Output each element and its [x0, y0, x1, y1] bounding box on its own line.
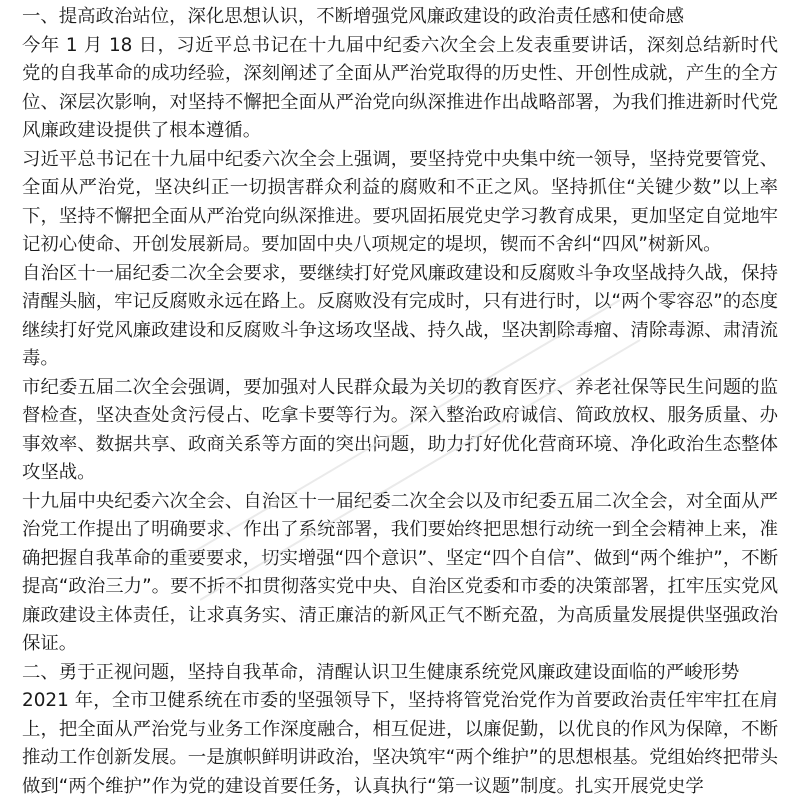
paragraph-5: 十九届中央纪委六次全会、自治区十一届纪委二次全会以及市纪委五届二次全会，对全面从严治党工作提出了明确要求、作出了系统部署，我们要始终把思想行动统一到全会精神上来，准确把握自我革命的重要要求，切实增强“四个意识”、坚定“四个自信”、做到“两个维护”，不断提高“政治三力”。要不折不扣贯彻落实党中央、自治区党委和市委的决策部署，扛牢压实党风廉政建设主体责任，让求真务实、清正廉洁的新风正气不断充盈，为高质量发展提供坚强政治保证。 [22, 490, 779, 654]
paragraph-2: 习近平总书记在十九届中纪委六次全会上强调，要坚持党中央集中统一领导，坚持党要管党、全面从严治党，坚决纠正一切损害群众利益的腐败和不正之风。坚持抓住“关键少数”以上率下，坚持不懈把全面从严治党向纵深推进。要巩固拓展党史学习教育成果，更加坚定自觉地牢记初心使命、开创发展新局。要加固中央八项规定的堤坝，锲而不舍纠“四风”树新风。 [22, 148, 778, 255]
paragraph-3: 自治区十一届纪委二次全会要求，要继续打好党风廉政建设和反腐败斗争攻坚战持久战，保持清醒头脑，牢记反腐败永远在路上。反腐败没有完成时，只有进行时，以“两个零容忍”的态度继续打好党风廉政建设和反腐败斗争这场攻坚战、持久战，坚决割除毒瘤、清除毒源、肃清流毒。 [22, 262, 778, 369]
section-2-heading: 二、勇于正视问题，坚持自我革命，清醒认识卫生健康系统党风廉政建设面临的严峻形势 [22, 661, 740, 683]
section-1-heading: 一、提高政治站位，深化思想认识，不断增强党风廉政建设的政治责任感和使命感 [22, 6, 685, 27]
paragraph-6: 2021 年，全市卫健系统在市委的坚强领导下，坚持将管党治党作为首要政治责任牢牢扛在肩上，把全面从严治党与业务工作深度融合，相互促进，以廉促勤，以优良的作风为保障，不断推动工作创新发展。一是旗帜鲜明讲政治，坚决筑牢“两个维护”的思想根基。党组始终把带头做到“两个维护”作为党的建设首要任务，认真执行“第一议题”制度。扎实开展党史学 [22, 690, 778, 797]
paragraph-4: 市纪委五届二次全会强调，要加强对人民群众最为关切的教育医疗、养老社保等民生问题的监督检查，坚决查处贪污侵占、吃拿卡要等行为。深入整治政府诚信、简政放权、服务质量、办事效率、数据共享、政商关系等方面的突出问题，助力打好优化营商环境、净化政治生态整体攻坚战。 [22, 376, 778, 483]
paragraph-1: 今年 1 月 18 日，习近平总书记在十九届中纪委六次全会上发表重要讲话，深刻总结新时代党的自我革命的成功经验，深刻阐述了全面从严治党取得的历史性、开创性成就，产生的全方位、深层次影响，对坚持不懈把全面从严治党向纵深推进作出战略部署，为我们推进新时代党风廉政建设提供了根本遵循。 [22, 34, 778, 141]
